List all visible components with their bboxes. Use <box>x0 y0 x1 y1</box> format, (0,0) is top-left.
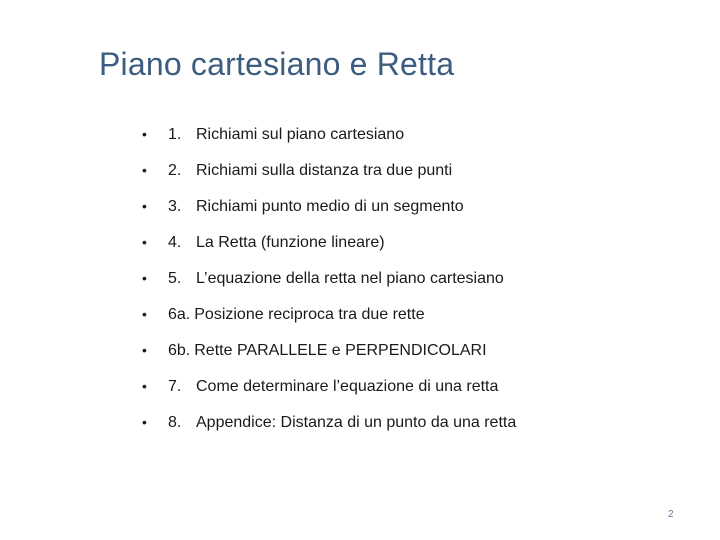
item-text: Posizione reciproca tra due rette <box>194 306 425 323</box>
item-text: Richiami sul piano cartesiano <box>196 126 405 143</box>
bullet-icon: • <box>142 162 147 178</box>
bullet-icon: • <box>142 270 147 286</box>
list-item <box>142 378 516 414</box>
item-number: 2. <box>168 162 182 179</box>
item-number: 1. <box>168 126 182 143</box>
item-text: Richiami sulla distanza tra due punti <box>196 162 453 179</box>
item-text: La Retta (funzione lineare) <box>196 234 385 251</box>
bullet-icon: • <box>142 234 147 250</box>
bullet-icon: • <box>142 198 147 214</box>
list-item <box>142 270 516 306</box>
bullet-icon: • <box>142 342 147 358</box>
list-item <box>142 198 516 234</box>
item-number: 3. <box>168 198 182 215</box>
list-item <box>142 126 516 162</box>
bullet-icon: • <box>142 126 147 142</box>
bullet-icon: • <box>142 378 147 394</box>
item-number: 8. <box>168 414 182 431</box>
item-text: Richiami punto medio di un segmento <box>196 198 464 215</box>
item-text: Come determinare l’equazione di una retta <box>196 378 499 395</box>
list-item <box>142 234 516 270</box>
bullet-icon: • <box>142 306 147 322</box>
list-item <box>142 306 516 342</box>
item-number: 6a. <box>168 306 191 323</box>
item-text: Appendice: Distanza di un punto da una retta <box>196 414 517 431</box>
list-item <box>142 162 516 198</box>
slide-title: Piano cartesiano e Retta <box>99 46 455 82</box>
item-text: Rette PARALLELE e PERPENDICOLARI <box>194 342 487 359</box>
item-text: L’equazione della retta nel piano cartesiano <box>196 270 504 287</box>
page-number: 2 <box>668 509 674 520</box>
list-item <box>142 342 516 378</box>
item-number: 7. <box>168 378 182 395</box>
list-item <box>142 414 516 450</box>
bullet-icon: • <box>142 414 147 430</box>
item-number: 5. <box>168 270 182 287</box>
table-of-contents <box>142 126 516 450</box>
item-number: 6b. <box>168 342 191 359</box>
item-number: 4. <box>168 234 182 251</box>
